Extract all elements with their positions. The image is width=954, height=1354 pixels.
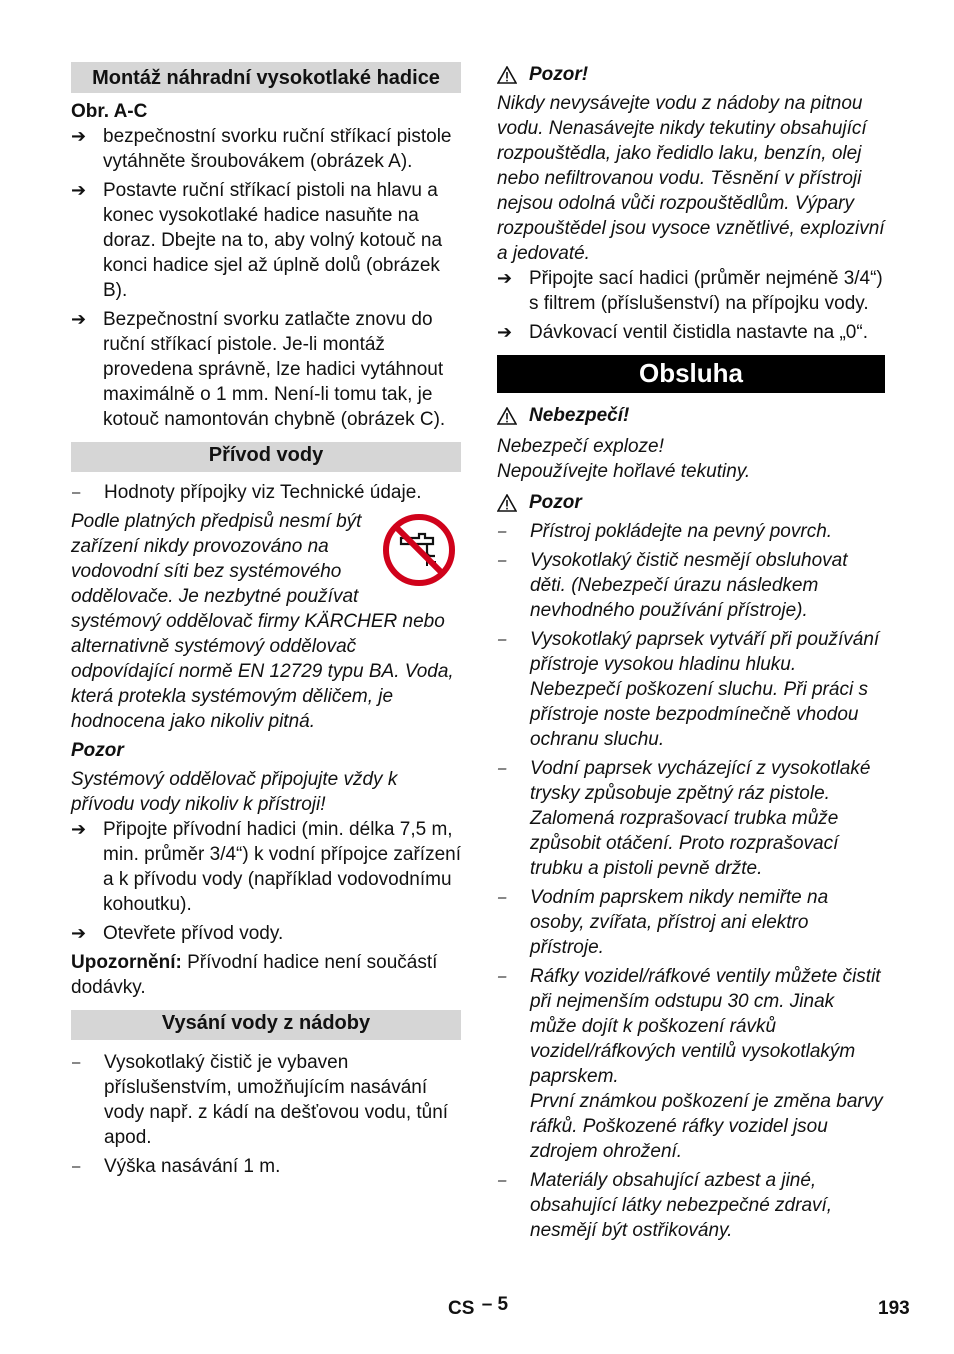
privod-warning-text: Podle platných předpisů nesmí být zařízení nikdy provozováno na vodovodní síti bez systémového oddělovače. Je nezbytné používat systémový oddělovač firmy KÄRCHER nebo alternativně systémový oddělovač odpovídající normě EN 12729 typu BA. Voda, která protekla systémovým děličem, je hodnocena jako nikoliv pitná. <box>71 511 454 732</box>
pozor-text: Nikdy nevysávejte vodu z nádoby na pitnou vodu. Nenasávejte nikdy tekutiny obsahující rozpouštědla, jako ředidlo laku, benzín, olej nebo nefiltrovanou vodu. Těsnění v přístroji nejsou odolná vůči rozpouštědlům. Výpary rozpouštědel jsou vysoce vznětlivé, explozivní a jedovaté. <box>497 93 885 264</box>
dash-marker: – <box>498 889 507 906</box>
warning-triangle-icon <box>497 407 517 425</box>
list-item: – Materiály obsahující azbest a jiné, obsahující látky nebezpečné zdraví, nesmějí být ostřikovány. <box>498 1170 833 1241</box>
section-title-privod: Přívod vody <box>71 442 461 472</box>
list-item: – Vysokotlaký paprsek vytváří při používání přístroje vysokou hladinu hluku. Nebezpečí poškození sluchu. Při práci s přístroje noste bezpodmínečně vhodou ochranu sluchu. <box>498 629 880 750</box>
list-item: ➔ Otevřete přívod vody. <box>71 923 284 944</box>
pozor-text: Systémový oddělovač připojujte vždy k přívodu vody nikoliv k přístroji! <box>71 769 398 815</box>
dash-marker: – <box>498 1172 507 1189</box>
page-number: 193 <box>878 1298 910 1319</box>
rafky-extra: První známkou poškození je změna barvy ráfků. Poškozené ráfky vozidel jsou zdrojem ohrožení. <box>530 1091 883 1162</box>
privod-note <box>71 509 461 734</box>
arrow-icon: ➔ <box>71 126 87 146</box>
left-column <box>71 62 461 1179</box>
nebezpeci-line: Nebezpečí exploze! <box>497 436 664 457</box>
dash-marker: – <box>498 968 507 985</box>
right-column <box>497 62 885 1243</box>
list-item: – Vodní paprsek vycházející z vysokotlaké trysky způsobuje zpětný ráz pistole. Zalomená rozprašovací trubka může způsobit otáčení. Proto rozprašovací trubku a pistoli pevně držte. <box>498 758 871 879</box>
dash-marker: – <box>498 760 507 777</box>
list-item: ➔ bezpečnostní svorku ruční stříkací pistole vytáhněte šroubovákem (obrázek A). <box>71 126 452 172</box>
pozor-label: Pozor <box>71 740 124 761</box>
list-item: ➔ Připojte sací hadici (průměr nejméně 3/4“) s filtrem (příslušenství) na přípojku vody. <box>497 268 883 314</box>
nebezpeci-heading: Nebezpečí! <box>497 403 885 428</box>
figure-reference: Obr. A-C <box>71 101 148 122</box>
list-item: – Hodnoty přípojky viz Technické údaje. <box>72 482 422 503</box>
arrow-icon: ➔ <box>71 309 87 329</box>
footer-language: CS – 5 <box>448 1294 509 1319</box>
list-item: – Přístroj pokládejte na pevný povrch. <box>498 521 833 542</box>
list-item: ➔ Připojte přívodní hadici (min. délka 7,5 m, min. průměr 3/4“) k vodní přípojce zařízení a k přívodu vody (například vodovodnímu kohoutku). <box>71 819 461 915</box>
nebezpeci-line: Nepoužívejte hořlavé tekutiny. <box>497 461 751 482</box>
footer-local-page: – 5 <box>481 1294 509 1315</box>
arrow-icon: ➔ <box>497 268 513 288</box>
upozorneni-note: Upozornění: Přívodní hadice není součástí dodávky. <box>71 952 438 998</box>
dash-marker: – <box>72 1158 81 1175</box>
list-item: – Vysokotlaký čistič je vybaven příslušenstvím, umožňujícím nasávání vody např. z kádí na dešťovou vodu, tůní apod. <box>72 1052 449 1148</box>
pozor-heading: Pozor! <box>497 62 885 87</box>
dash-marker: – <box>498 631 507 648</box>
arrow-icon: ➔ <box>71 923 87 943</box>
dash-marker: – <box>498 523 507 540</box>
list-item: – Vodním paprskem nikdy nemiřte na osoby, zvířata, přístroj ani elektro přístroje. <box>498 887 829 958</box>
dash-marker: – <box>72 484 81 501</box>
chapter-title-obsluha: Obsluha <box>497 355 885 393</box>
arrow-icon: ➔ <box>497 322 513 342</box>
arrow-icon: ➔ <box>71 180 87 200</box>
dash-marker: – <box>72 1054 81 1071</box>
list-item: – Vysokotlaký čistič nesmějí obsluhovat děti. (Nebezpečí úrazu následkem nevhodného používání přístroje). <box>498 550 848 621</box>
section-title-vysani: Vysání vody z nádoby <box>71 1010 461 1040</box>
dash-marker: – <box>498 552 507 569</box>
list-item: ➔ Bezpečnostní svorku zatlačte znovu do ruční stříkací pistole. Je-li montáž provedena správně, lze hadici vytáhnout maximálně o 1 mm. Není-li tomu tak, je kotouč namontován chybně (obrázek C). <box>71 309 446 430</box>
list-item: ➔ Postavte ruční stříkací pistoli na hlavu a konec vysokotlaké hadice nasuňte na doraz. Dbejte na to, aby volný kotouč na konci hadice sjel až úplně dolů (obrázek B). <box>71 180 443 301</box>
pozor-heading: Pozor <box>497 490 885 515</box>
list-item: – Ráfky vozidel/ráfkové ventily můžete čistit při nejmenším odstupu 30 cm. Jinak může dojít k poškození rávků vozidel/ráfkových ventilů vysokotlakým paprskem. První známkou poškození je změna barvy ráfků. Poškozené ráfky vozidel jsou zdrojem ohrožení. <box>498 966 883 1162</box>
list-item: – Výška nasávání 1 m. <box>72 1156 281 1177</box>
warning-triangle-icon <box>497 494 517 512</box>
arrow-icon: ➔ <box>71 819 87 839</box>
no-direct-tap-connection-icon <box>381 512 457 588</box>
warning-triangle-icon <box>497 66 517 84</box>
list-item: ➔ Dávkovací ventil čistidla nastavte na „0“. <box>497 322 868 343</box>
section-title-montaz: Montáž náhradní vysokotlaké hadice <box>71 62 461 93</box>
